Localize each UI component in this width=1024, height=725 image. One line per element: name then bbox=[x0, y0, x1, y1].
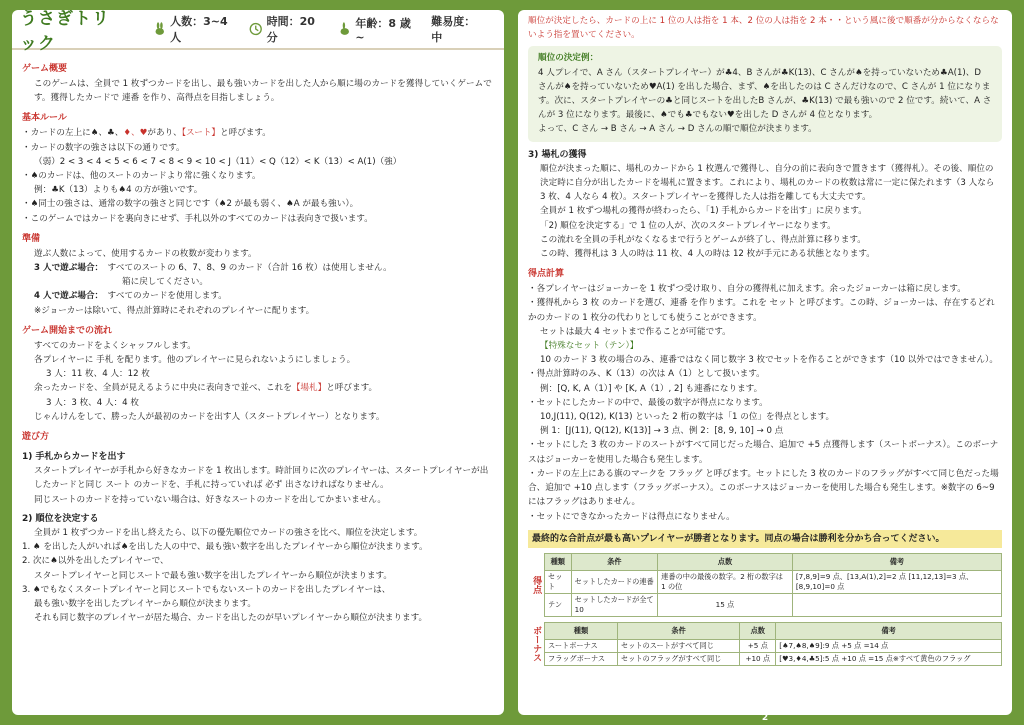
score-2: ・獲得札から 3 枚 のカードを選び、連番 を作ります。これを セット と呼びます。この時、ジョーカーは、存在するどれかのカードの 1 枚分の代わりとしても使うことができます。 bbox=[528, 298, 995, 323]
rabbit-icon bbox=[153, 21, 167, 37]
score-table-block bbox=[528, 553, 1002, 617]
score-3: セットは最大 4 セットまで作ることが可能です。 bbox=[540, 326, 731, 337]
prep-3p-2: 箱に戻してください。 bbox=[122, 277, 208, 288]
basic-rules-title: 基本ルール bbox=[22, 113, 67, 124]
bonus-table-side: ボーナス bbox=[531, 626, 542, 663]
score-8: 例 1：[J(11), Q(12), K(13)] → 3 点、例 2：[8, 9, 10] → 0 点 bbox=[540, 426, 784, 437]
play-2-3b: 最も強い数字を出したプレイヤーから順位が決まります。 bbox=[34, 599, 256, 610]
flow-title: ゲーム開始までの流れ bbox=[22, 325, 113, 336]
ten-title: 【特殊なセット（テン）】 bbox=[540, 341, 639, 352]
flow-4: 余ったカードを、全員が見えるように中央に表向きで並べ、これを【場札】と呼びます。 bbox=[34, 383, 378, 394]
right-page bbox=[518, 10, 1012, 715]
take-4: この流れを全員の手札がなくなるまで行うとゲームが終了し、得点計算に移ります。 bbox=[540, 234, 866, 245]
take-5: この時、獲得札は 3 人の時は 11 枚、4 人の時は 12 枚が手元にある状態となります。 bbox=[540, 249, 875, 260]
flow-3: 3 人：11 枚、4 人：12 枚 bbox=[46, 369, 150, 380]
play-1-title: 1) 手札からカードを出す bbox=[22, 452, 126, 463]
play-2-1: 1. ♠ を出した人がいれば♠を出した人の中で、最も強い数字を出したプレイヤーから順位が決まります。 bbox=[22, 542, 428, 553]
table-row: セット セットしたカードの連番 連番の中の最後の数字。2 桁の数字は 1 の位 [7,8,9]=9 点、[13,A(1),2]=2 点 [11,12,13]=3 点、[8,9,10]=0 点 bbox=[545, 571, 1002, 594]
left-page bbox=[12, 10, 504, 715]
prep-title: 準備 bbox=[22, 233, 41, 244]
header-bar bbox=[12, 10, 504, 54]
flow-2: 各プレイヤーに 手札 を配ります。他のプレイヤーに見られないようにしましょう。 bbox=[34, 355, 356, 366]
difficulty-info: 難易度：中 bbox=[431, 15, 476, 44]
basic-rule-5: 例：♣K（13）よりも♠4 の方が強いです。 bbox=[34, 185, 203, 196]
table-row: フラッグボーナス セットのフラッグがすべて同じ +10 点 [♥3,♦4,♣5]:5 点 +10 点 =15 点※すべて黄色のフラッグ bbox=[545, 653, 1002, 666]
table-header: 種類 条件 点数 備考 bbox=[545, 623, 1002, 640]
score-1: ・各プレイヤーはジョーカーを 1 枚ずつ受け取り、自分の獲得札に加えます。余ったジョーカーは箱に戻します。 bbox=[528, 284, 966, 295]
basic-rule-2: ・カードの数字の強さは以下の通りです。 bbox=[22, 142, 185, 153]
score-table-side: 得点 bbox=[531, 576, 542, 594]
play-2-3a: 3. ♠でもなくスタートプレイヤーと同じスートでもないスートのカードを出したプレイヤーは、 bbox=[22, 584, 391, 595]
prep-4p: 4 人で遊ぶ場合： すべてのカードを使用します。 bbox=[34, 291, 227, 302]
table-row: テン セットしたカードが全て 10 15 点 bbox=[545, 594, 1002, 617]
page-number: 2 bbox=[761, 713, 769, 723]
final-note: 最終的な合計点が最も高いプレイヤーが勝者となります。同点の場合は勝利を分かち合ってください。 bbox=[528, 530, 1002, 548]
take-title: 3) 場札の獲得 bbox=[528, 149, 587, 160]
play-2-title: 2) 順位を決定する bbox=[22, 513, 99, 524]
time-info: 時間：20 分 bbox=[266, 15, 315, 44]
take-1: 順位が決まった順に、場札のカードから 1 枚選んで獲得し、自分の前に表向きで置きます（獲得札）。その後、順位の決定時に自分が出したカードを場札に置きます。これにより、場札のカードの枚数は常に一定に保たれます（3 人なら 3 枚、4 人なら 4 枚）。スタートプレイヤーを獲得した人は指を離しても大丈夫です。 bbox=[540, 163, 995, 203]
flow-1: すべてのカードをよくシャッフルします。 bbox=[34, 340, 196, 351]
basic-rule-4: ・♠のカードは、他のスートのカードより常に強くなります。 bbox=[22, 171, 261, 182]
basic-rule-3: （弱）2 < 3 < 4 < 5 < 6 < 7 < 8 < 9 < 10 < J（11）< Q（12）< K（13）< A(1)（強） bbox=[34, 156, 402, 167]
play-1-text: スタートプレイヤーが手札から好きなカードを 1 枚出します。時計回りに次のプレイヤーは、スタートプレイヤーが出したカードと同じ スート のカードを、手札に持っていれば 必ず 出さなければなりません。 bbox=[34, 466, 489, 491]
overview-title: ゲーム概要 bbox=[22, 64, 68, 74]
basic-rule-6: ・♠同士の強さは、通常の数字の強さと同じです（♠2 が最も弱く、♠A が最も強い）。 bbox=[22, 199, 359, 210]
overview-text: このゲームは、全員で 1 枚ずつカードを出し、最も強いカードを出した人から順に場のカードを獲得していくゲームです。獲得したカードで 連番 を作り、高得点を目指しましょう。 bbox=[34, 79, 492, 104]
prep-1: 遊ぶ人数によって、使用するカードの枚数が変わります。 bbox=[34, 248, 257, 259]
play-2-3c: それも同じ数字のプレイヤーが居た場合、カードを出したのが早いプレイヤーから順位が決まります。 bbox=[34, 613, 428, 624]
score-title: 得点計算 bbox=[528, 269, 565, 280]
prep-note: ※ジョーカーは除いて、得点計算時にそれぞれのプレイヤーに配ります。 bbox=[34, 305, 315, 316]
score-table bbox=[544, 553, 1002, 617]
table-header: 種類 条件 点数 備考 bbox=[545, 553, 1002, 570]
prep-3p: 3 人で遊ぶ場合： すべてのスートの 6、7、8、9 のカード（合計 16 枚）は使用しません。 bbox=[34, 263, 392, 274]
flow-5: 3 人：3 枚、4 人：4 枚 bbox=[46, 397, 139, 408]
basic-rule-7: ・このゲームではカードを裏向きにせず、手札以外のすべてのカードは表向きで扱います。 bbox=[22, 213, 373, 224]
take-3: 「2) 順位を決定する」で 1 位の人が、次のスタートプレイヤーになります。 bbox=[540, 220, 836, 231]
play-2-2b: スタートプレイヤーと同じスートで最も強い数字を出したプレイヤーから順位が決まります。 bbox=[34, 570, 393, 581]
bonus-table bbox=[544, 622, 1002, 666]
play-2-2a: 2. 次に♠以外を出したプレイヤーで、 bbox=[22, 556, 169, 567]
top-note: 順位が決定したら、カードの上に 1 位の人は指を 1 本、2 位の人は指を 2 本・・という風に後で順番が分からなくならないよう指を置いてください。 bbox=[528, 16, 999, 41]
example-text: 4 人プレイで、A さん（スタートプレイヤー）が♣4、B さんが♣K(13)、C さんが♠を持っていないため♣A(1)、D さんが♠を持っていないため♥A(1) を出した場合、まず、♠を出したのは C さんだけなので、C さんが 1 位になります。次に、スタートプレイヤーの♣と同じスートを出したB さんが、♣K(13) で最も強いので 2 位です。続いて、A さんが 3 位になります。最後に、♠でも♣でもない♥を出した D さんが 4 位となります。 bbox=[538, 67, 992, 121]
example-box bbox=[528, 46, 1002, 141]
game-logo: うさぎトリック bbox=[20, 10, 110, 54]
basic-rule-1: ・カードの左上に♠、♣、♦、♥があり、【スート】と呼びます。 bbox=[22, 128, 271, 139]
example-result: よって、C さん → B さん → A さん → D さんの順で順位が決まります。 bbox=[538, 124, 817, 135]
age-info: 年齢：8 歳 ~ bbox=[355, 16, 411, 44]
table-row: スートボーナス セットのスートがすべて同じ +5 点 [♠7,♠8,♠9]:9 点 +5 点 =14 点 bbox=[545, 640, 1002, 653]
example-title: 順位の決定例： bbox=[538, 53, 599, 64]
score-6: ・セットにしたカードの中で、最後の数字が得点になります。 bbox=[528, 397, 768, 408]
score-7: 10,J(11), Q(12), K(13) といった 2 桁の数字は「1 の位」を得点とします。 bbox=[540, 412, 835, 423]
ten-text: 10 のカード 3 枚の場合のみ、連番ではなく同じ数字 3 枚でセットを作ることができます（10 以外ではできません）。 bbox=[540, 355, 998, 366]
score-5: 例：[Q, K, A（1）] や [K, A（1）, 2] も連番になります。 bbox=[540, 383, 763, 394]
players-info: 人数：3~4 人 bbox=[170, 15, 228, 44]
flow-6: じゃんけんをして、勝った人が最初のカードを出す人（スタートプレイヤー）となります。 bbox=[34, 411, 385, 422]
take-2: 全員が 1 枚ずつ場札の獲得が終わったら、「1) 手札からカードを出す」に戻ります。 bbox=[540, 206, 867, 217]
score-4: ・得点計算時のみ、K（13）の次は A（1）として扱います。 bbox=[528, 369, 765, 380]
play-1-text2: 同じスートのカードを持っていない場合は、好きなスートのカードを出してかまいません。 bbox=[34, 494, 387, 505]
play-2-text: 全員が 1 枚ずつカードを出し終えたら、以下の優先順位でカードの強さを比べ、順位を決定します。 bbox=[34, 528, 423, 539]
clock-icon bbox=[249, 21, 262, 37]
score-11: ・セットにできなかったカードは得点になりません。 bbox=[528, 511, 735, 522]
score-10: ・カードの左上にある旗のマークを フラッグ と呼びます。セットにした 3 枚のカードのフラッグがすべて同じ色だった場合、追加で +10 点します（フラッグボーナス）。このボーナスはジョーカーを使用した場合も発生します。※数字の 6~9 にはフラッグはありません。 bbox=[528, 468, 999, 508]
rabbit-age-icon bbox=[338, 21, 352, 37]
play-title: 遊び方 bbox=[22, 432, 50, 443]
bonus-table-block bbox=[528, 622, 1002, 666]
score-9: ・セットにした 3 枚のカードのスートがすべて同じだった場合、追加で +5 点獲得します（スートボーナス）。このボーナスはジョーカーを使用した場合も発生します。 bbox=[528, 440, 999, 465]
